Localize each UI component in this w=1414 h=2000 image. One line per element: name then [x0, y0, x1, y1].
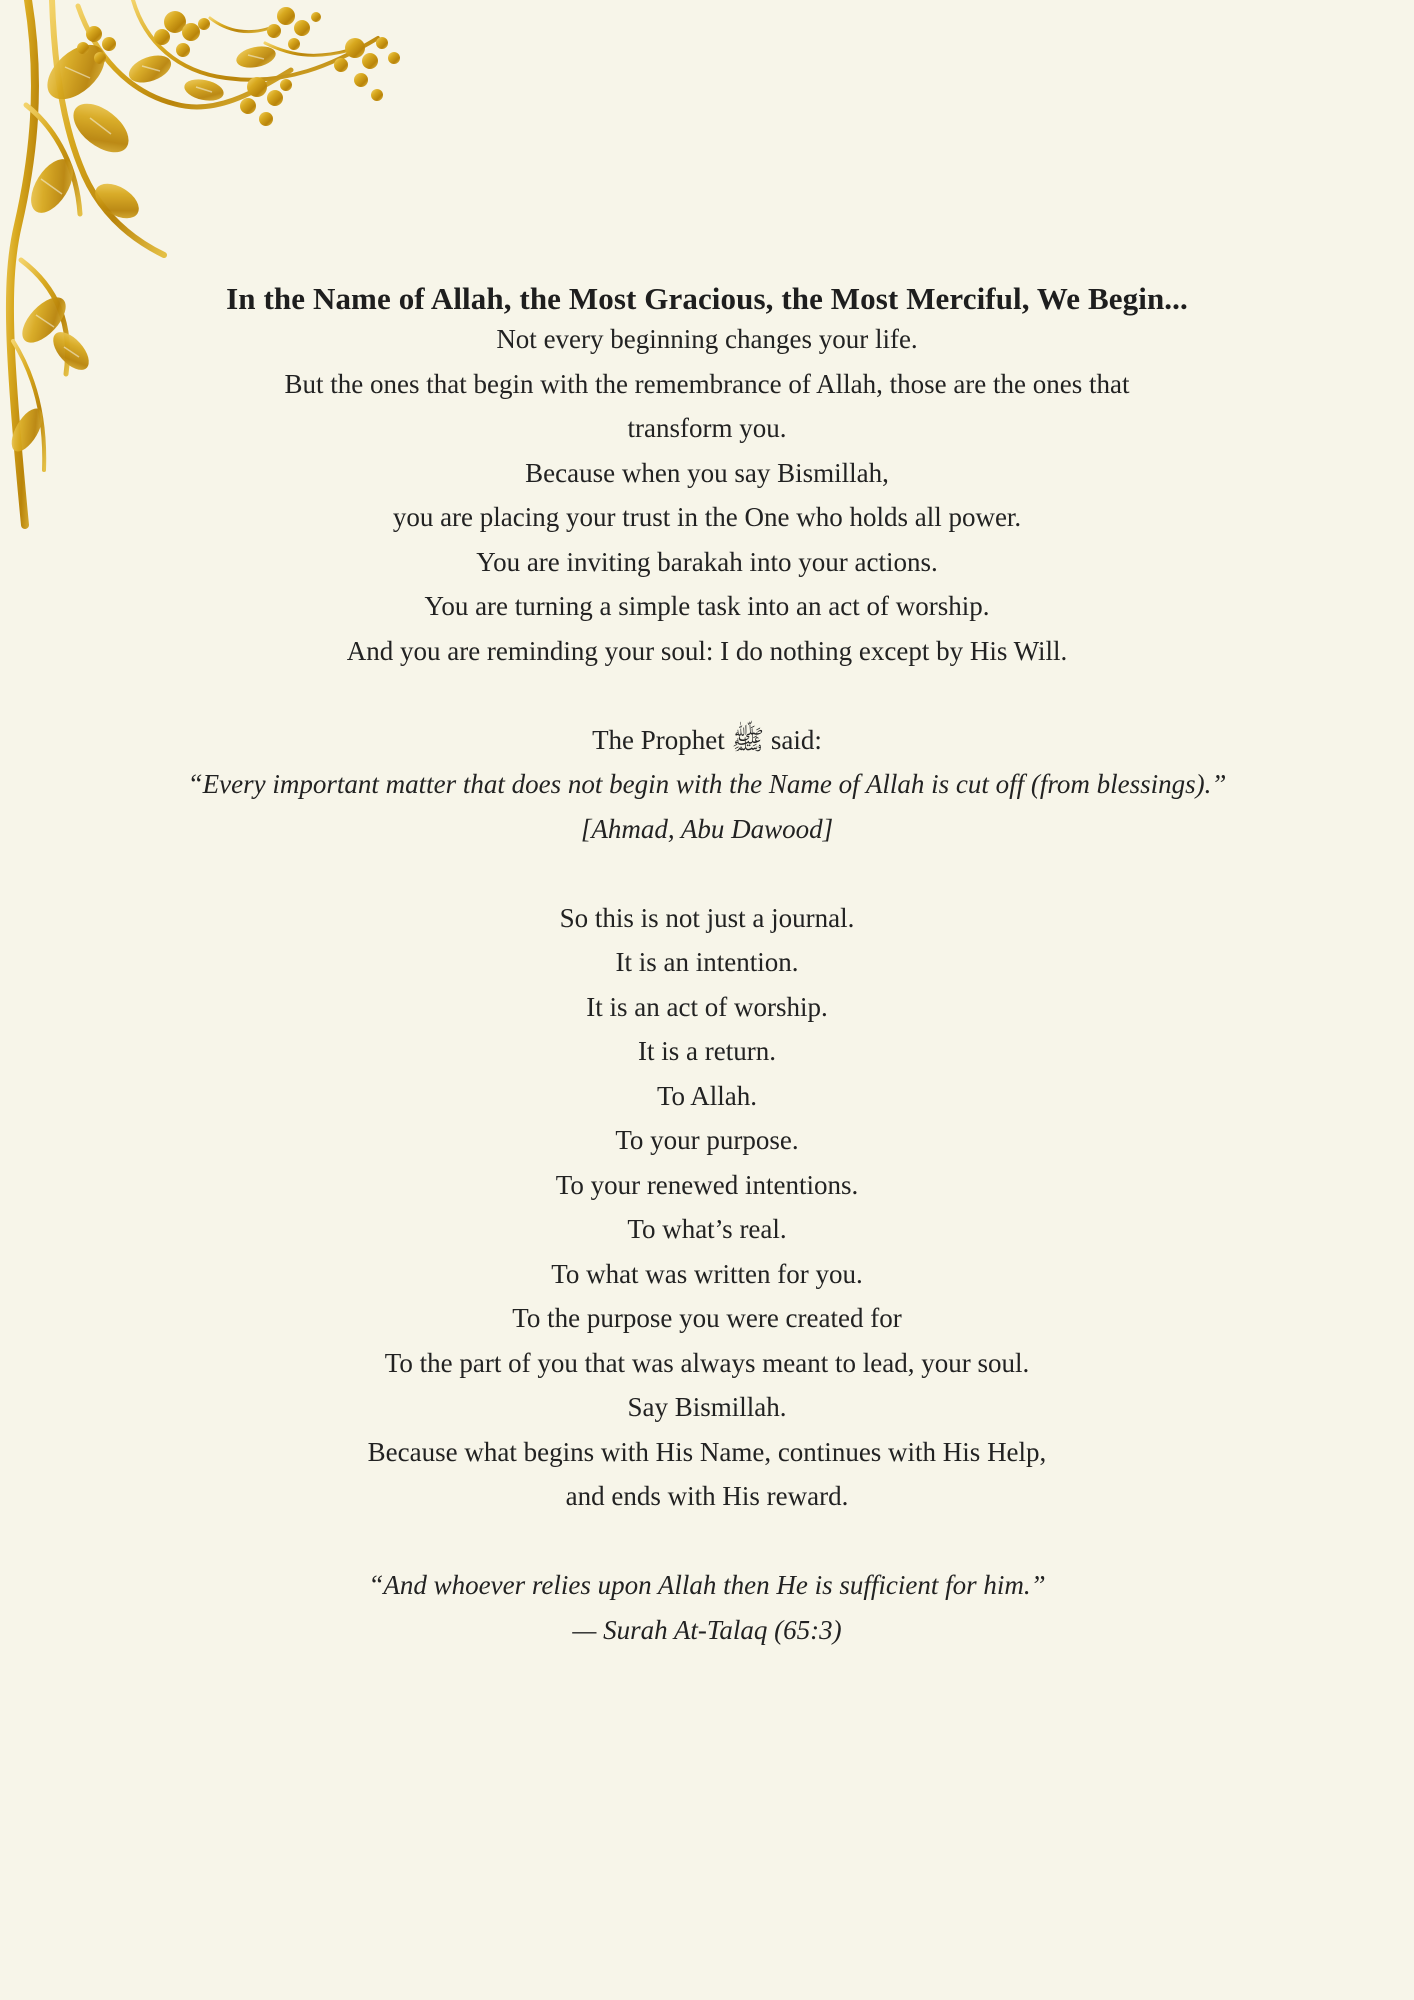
intro-line-4: you are placing your trust in the One who holds all power.	[392, 502, 1022, 533]
section-spacer	[130, 851, 1284, 896]
page-title: In the Name of Allah, the Most Gracious, the Most Merciful, We Begin...	[226, 281, 1188, 316]
reflection-line-4: It is a return.	[638, 1036, 776, 1067]
reflection-line-13: Because what begins with His Name, continues with His Help,	[367, 1436, 1047, 1467]
reflection-line-6: To your purpose.	[615, 1125, 799, 1156]
intro-line-2b: transform you.	[627, 413, 787, 444]
reflection-line-11: To the part of you that was always meant to lead, your soul.	[384, 1347, 1030, 1378]
closing-section	[130, 1563, 1284, 1652]
intro-line-1: Not every beginning changes your life.	[496, 324, 918, 355]
section-spacer	[130, 1519, 1284, 1564]
section-spacer	[130, 673, 1284, 718]
intro-line-5: You are inviting barakah into your actions.	[476, 546, 938, 577]
closing-source: — Surah At-Talaq (65:3)	[572, 1614, 842, 1645]
intro-line-2a: But the ones that begin with the remembrance of Allah, those are the ones that	[284, 368, 1130, 399]
reflection-line-14: and ends with His reward.	[565, 1481, 849, 1512]
hadith-section	[130, 718, 1284, 852]
reflection-section	[130, 896, 1284, 1519]
reflection-line-1: So this is not just a journal.	[559, 902, 855, 933]
reflection-line-8: To what’s real.	[627, 1214, 787, 1245]
hadith-source: [Ahmad, Abu Dawood]	[580, 813, 834, 844]
closing-quote: “And whoever relies upon Allah then He is sufficient for him.”	[368, 1570, 1046, 1601]
intro-line-3: Because when you say Bismillah,	[525, 457, 889, 488]
reflection-line-7: To your renewed intentions.	[555, 1169, 859, 1200]
hadith-quote: “Every important matter that does not begin with the Name of Allah is cut off (from blessings).”	[187, 769, 1227, 800]
reflection-line-10: To the purpose you were created for	[512, 1303, 902, 1334]
reflection-line-5: To Allah.	[656, 1080, 758, 1111]
intro-line-7: And you are reminding your soul: I do nothing except by His Will.	[346, 635, 1068, 666]
intro-section	[187, 317, 1227, 673]
hadith-intro: The Prophet ﷺ said:	[592, 724, 822, 755]
reflection-line-3: It is an act of worship.	[586, 991, 828, 1022]
intro-line-6: You are turning a simple task into an act of worship.	[424, 591, 990, 622]
reflection-line-12: Say Bismillah.	[627, 1392, 787, 1423]
main-content	[130, 280, 1284, 1652]
reflection-line-2: It is an intention.	[615, 947, 799, 978]
reflection-line-9: To what was written for you.	[551, 1258, 863, 1289]
